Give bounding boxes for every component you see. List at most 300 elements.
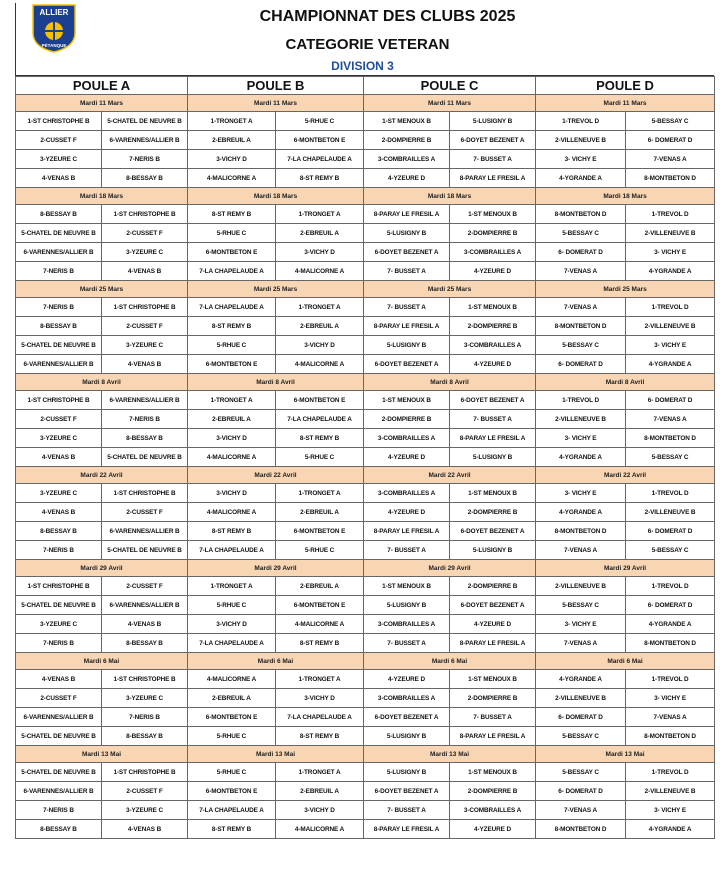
home-team: 3-YZEURE C — [16, 615, 102, 634]
away-team: 6-MONTBETON E — [276, 391, 364, 410]
round-date: Mardi 8 Avril — [188, 374, 364, 391]
away-team: 1-ST MENOUX B — [450, 484, 536, 503]
home-team: 6-DOYET BEZENET A — [364, 708, 450, 727]
round-date-row — [16, 653, 715, 670]
away-team: 5-CHATEL DE NEUVRE B — [102, 541, 188, 560]
away-team: 3-YZEURE C — [102, 336, 188, 355]
home-team: 3-COMBRAILLES A — [364, 689, 450, 708]
match-row — [16, 782, 715, 801]
away-team: 7-VENAS A — [626, 410, 715, 429]
home-team: 5-CHATEL DE NEUVRE B — [16, 224, 102, 243]
home-team: 2-EBREUIL A — [188, 410, 276, 429]
home-team: 4-YZEURE D — [364, 169, 450, 188]
poule-header: POULE D — [536, 77, 715, 95]
away-team: 2-CUSSET F — [102, 317, 188, 336]
away-team: 2-DOMPIERRE B — [450, 224, 536, 243]
round-date-row — [16, 95, 715, 112]
home-team: 6-MONTBETON E — [188, 243, 276, 262]
away-team: 4-MALICORNE A — [276, 262, 364, 281]
match-row — [16, 801, 715, 820]
away-team: 8-PARAY LE FRESIL A — [450, 169, 536, 188]
page-header — [0, 0, 720, 75]
away-team: 4-YGRANDE A — [626, 262, 715, 281]
round-date: Mardi 18 Mars — [364, 188, 536, 205]
away-team: 4-VENAS B — [102, 820, 188, 839]
away-team: 6-MONTBETON E — [276, 596, 364, 615]
round-date: Mardi 25 Mars — [364, 281, 536, 298]
match-row — [16, 391, 715, 410]
away-team: 4-YZEURE D — [450, 615, 536, 634]
home-team: 5-BESSAY C — [536, 763, 626, 782]
home-team: 2-CUSSET F — [16, 689, 102, 708]
away-team: 1-TREVOL D — [626, 484, 715, 503]
home-team: 1-ST MENOUX B — [364, 391, 450, 410]
away-team: 2-EBREUIL A — [276, 224, 364, 243]
match-row — [16, 634, 715, 653]
home-team: 6-DOYET BEZENET A — [364, 782, 450, 801]
home-team: 5-CHATEL DE NEUVRE B — [16, 336, 102, 355]
round-date: Mardi 13 Mai — [188, 746, 364, 763]
away-team: 5-BESSAY C — [626, 112, 715, 131]
round-date: Mardi 13 Mai — [16, 746, 188, 763]
away-team: 2-CUSSET F — [102, 782, 188, 801]
home-team: 3- VICHY E — [536, 615, 626, 634]
away-team: 3- VICHY E — [626, 801, 715, 820]
home-team: 7- BUSSET A — [364, 801, 450, 820]
match-row — [16, 150, 715, 169]
away-team: 6-DOYET BEZENET A — [450, 131, 536, 150]
home-team: 1-TRONGET A — [188, 391, 276, 410]
away-team: 2-EBREUIL A — [276, 503, 364, 522]
away-team: 1-TRONGET A — [276, 484, 364, 503]
round-date: Mardi 8 Avril — [364, 374, 536, 391]
home-team: 4-VENAS B — [16, 503, 102, 522]
away-team: 2-DOMPIERRE B — [450, 577, 536, 596]
poule-header: POULE B — [188, 77, 364, 95]
away-team: 5-CHATEL DE NEUVRE B — [102, 448, 188, 467]
away-team: 7-VENAS A — [626, 150, 715, 169]
match-row — [16, 317, 715, 336]
home-team: 4-VENAS B — [16, 448, 102, 467]
home-team: 1-TREVOL D — [536, 391, 626, 410]
round-date: Mardi 11 Mars — [536, 95, 715, 112]
away-team: 1-ST MENOUX B — [450, 298, 536, 317]
home-team: 5-LUSIGNY B — [364, 336, 450, 355]
round-date: Mardi 29 Avril — [16, 560, 188, 577]
away-team: 1-ST CHRISTOPHE B — [102, 298, 188, 317]
home-team: 3-YZEURE C — [16, 150, 102, 169]
away-team: 7- BUSSET A — [450, 708, 536, 727]
home-team: 3- VICHY E — [536, 429, 626, 448]
round-date: Mardi 18 Mars — [536, 188, 715, 205]
match-row — [16, 224, 715, 243]
match-row — [16, 708, 715, 727]
round-date: Mardi 13 Mai — [536, 746, 715, 763]
match-row — [16, 298, 715, 317]
away-team: 4-YGRANDE A — [626, 615, 715, 634]
away-team: 1-ST CHRISTOPHE B — [102, 763, 188, 782]
home-team: 4-YZEURE D — [364, 670, 450, 689]
home-team: 7-LA CHAPELAUDE A — [188, 634, 276, 653]
away-team: 7-LA CHAPELAUDE A — [276, 150, 364, 169]
away-team: 1-ST CHRISTOPHE B — [102, 670, 188, 689]
away-team: 5-RHUE C — [276, 448, 364, 467]
round-date: Mardi 8 Avril — [536, 374, 715, 391]
home-team: 1-ST MENOUX B — [364, 577, 450, 596]
home-team: 8-PARAY LE FRESIL A — [364, 522, 450, 541]
match-row — [16, 169, 715, 188]
round-date: Mardi 6 Mai — [16, 653, 188, 670]
away-team: 4-YZEURE D — [450, 262, 536, 281]
home-team: 8-ST REMY B — [188, 317, 276, 336]
home-team: 8-BESSAY B — [16, 317, 102, 336]
home-team: 7-NERIS B — [16, 262, 102, 281]
match-row — [16, 522, 715, 541]
home-team: 5-RHUE C — [188, 336, 276, 355]
away-team: 4-VENAS B — [102, 355, 188, 374]
round-date-row — [16, 281, 715, 298]
round-date: Mardi 29 Avril — [536, 560, 715, 577]
home-team: 6- DOMERAT D — [536, 782, 626, 801]
home-team: 7-LA CHAPELAUDE A — [188, 262, 276, 281]
away-team: 8-ST REMY B — [276, 727, 364, 746]
home-team: 5-BESSAY C — [536, 336, 626, 355]
away-team: 4-YZEURE D — [450, 355, 536, 374]
round-date: Mardi 29 Avril — [364, 560, 536, 577]
home-team: 6-VARENNES/ALLIER B — [16, 355, 102, 374]
home-team: 6-MONTBETON E — [188, 355, 276, 374]
round-date: Mardi 8 Avril — [16, 374, 188, 391]
away-team: 8-BESSAY B — [102, 727, 188, 746]
away-team: 2-CUSSET F — [102, 577, 188, 596]
home-team: 8-ST REMY B — [188, 205, 276, 224]
home-team: 5-RHUE C — [188, 727, 276, 746]
home-team: 2-DOMPIERRE B — [364, 131, 450, 150]
away-team: 6-MONTBETON E — [276, 131, 364, 150]
away-team: 1-TREVOL D — [626, 205, 715, 224]
home-team: 2-VILLENEUVE B — [536, 131, 626, 150]
away-team: 1-TREVOL D — [626, 763, 715, 782]
away-team: 8-PARAY LE FRESIL A — [450, 429, 536, 448]
away-team: 2-VILLENEUVE B — [626, 503, 715, 522]
round-date-row — [16, 746, 715, 763]
home-team: 8-MONTBETON D — [536, 522, 626, 541]
away-team: 3-VICHY D — [276, 801, 364, 820]
home-team: 3-YZEURE C — [16, 429, 102, 448]
away-team: 1-TRONGET A — [276, 670, 364, 689]
home-team: 4-YZEURE D — [364, 503, 450, 522]
away-team: 4-MALICORNE A — [276, 355, 364, 374]
away-team: 8-BESSAY B — [102, 634, 188, 653]
home-team: 7- BUSSET A — [364, 541, 450, 560]
away-team: 5-RHUE C — [276, 541, 364, 560]
home-team: 5-CHATEL DE NEUVRE B — [16, 727, 102, 746]
home-team: 8-BESSAY B — [16, 820, 102, 839]
away-team: 4-YGRANDE A — [626, 820, 715, 839]
away-team: 2-DOMPIERRE B — [450, 782, 536, 801]
away-team: 2-CUSSET F — [102, 503, 188, 522]
away-team: 7- BUSSET A — [450, 150, 536, 169]
match-row — [16, 355, 715, 374]
round-date-row — [16, 560, 715, 577]
away-team: 3-YZEURE C — [102, 689, 188, 708]
away-team: 8-PARAY LE FRESIL A — [450, 634, 536, 653]
away-team: 3-VICHY D — [276, 336, 364, 355]
away-team: 6-DOYET BEZENET A — [450, 596, 536, 615]
home-team: 1-TRONGET A — [188, 577, 276, 596]
away-team: 4-VENAS B — [102, 262, 188, 281]
home-team: 4-MALICORNE A — [188, 670, 276, 689]
round-date: Mardi 11 Mars — [16, 95, 188, 112]
away-team: 1-TRONGET A — [276, 763, 364, 782]
away-team: 1-ST CHRISTOPHE B — [102, 484, 188, 503]
away-team: 1-ST MENOUX B — [450, 205, 536, 224]
away-team: 6- DOMERAT D — [626, 596, 715, 615]
home-team: 6-VARENNES/ALLIER B — [16, 708, 102, 727]
away-team: 5-LUSIGNY B — [450, 541, 536, 560]
home-team: 3-COMBRAILLES A — [364, 429, 450, 448]
away-team: 8-BESSAY B — [102, 169, 188, 188]
home-team: 3-VICHY D — [188, 615, 276, 634]
away-team: 6-VARENNES/ALLIER B — [102, 391, 188, 410]
away-team: 3-YZEURE C — [102, 801, 188, 820]
match-row — [16, 243, 715, 262]
home-team: 3- VICHY E — [536, 150, 626, 169]
home-team: 1-ST MENOUX B — [364, 112, 450, 131]
away-team: 6-VARENNES/ALLIER B — [102, 596, 188, 615]
match-row — [16, 615, 715, 634]
away-team: 1-TRONGET A — [276, 205, 364, 224]
match-row — [16, 484, 715, 503]
home-team: 6-VARENNES/ALLIER B — [16, 782, 102, 801]
away-team: 8-MONTBETON D — [626, 169, 715, 188]
home-team: 4-MALICORNE A — [188, 169, 276, 188]
home-team: 4-YGRANDE A — [536, 670, 626, 689]
away-team: 3- VICHY E — [626, 336, 715, 355]
home-team: 7-VENAS A — [536, 801, 626, 820]
round-date: Mardi 11 Mars — [364, 95, 536, 112]
home-team: 5-CHATEL DE NEUVRE B — [16, 596, 102, 615]
home-team: 5-CHATEL DE NEUVRE B — [16, 763, 102, 782]
away-team: 3- VICHY E — [626, 689, 715, 708]
away-team: 2-EBREUIL A — [276, 782, 364, 801]
round-date: Mardi 11 Mars — [188, 95, 364, 112]
home-team: 5-LUSIGNY B — [364, 224, 450, 243]
away-team: 6- DOMERAT D — [626, 391, 715, 410]
round-date: Mardi 18 Mars — [16, 188, 188, 205]
home-team: 4-YGRANDE A — [536, 448, 626, 467]
home-team: 6-DOYET BEZENET A — [364, 243, 450, 262]
round-date: Mardi 29 Avril — [188, 560, 364, 577]
match-row — [16, 541, 715, 560]
round-date: Mardi 22 Avril — [536, 467, 715, 484]
home-team: 3-COMBRAILLES A — [364, 615, 450, 634]
away-team: 5-BESSAY C — [626, 448, 715, 467]
away-team: 5-CHATEL DE NEUVRE B — [102, 112, 188, 131]
home-team: 4-YZEURE D — [364, 448, 450, 467]
match-row — [16, 503, 715, 522]
home-team: 6- DOMERAT D — [536, 355, 626, 374]
away-team: 8-MONTBETON D — [626, 727, 715, 746]
logo-subtext: PÉTANQUE — [41, 43, 67, 48]
match-row — [16, 596, 715, 615]
home-team: 1-ST CHRISTOPHE B — [16, 577, 102, 596]
home-team: 7-NERIS B — [16, 298, 102, 317]
away-team: 6- DOMERAT D — [626, 522, 715, 541]
away-team: 1-TRONGET A — [276, 298, 364, 317]
category-title: CATEGORIE VETERAN — [285, 36, 450, 53]
away-team: 3-VICHY D — [276, 689, 364, 708]
home-team: 4-VENAS B — [16, 670, 102, 689]
home-team: 8-BESSAY B — [16, 522, 102, 541]
match-row — [16, 336, 715, 355]
away-team: 3- VICHY E — [626, 243, 715, 262]
away-team: 7-NERIS B — [102, 708, 188, 727]
home-team: 8-PARAY LE FRESIL A — [364, 317, 450, 336]
home-team: 7-LA CHAPELAUDE A — [188, 801, 276, 820]
round-date: Mardi 13 Mai — [364, 746, 536, 763]
match-row — [16, 205, 715, 224]
match-row — [16, 727, 715, 746]
home-team: 5-RHUE C — [188, 596, 276, 615]
away-team: 3-VICHY D — [276, 243, 364, 262]
home-team: 1-ST CHRISTOPHE B — [16, 391, 102, 410]
home-team: 1-TRONGET A — [188, 112, 276, 131]
match-row — [16, 410, 715, 429]
away-team: 8-ST REMY B — [276, 169, 364, 188]
away-team: 7-VENAS A — [626, 708, 715, 727]
away-team: 1-ST CHRISTOPHE B — [102, 205, 188, 224]
round-date: Mardi 22 Avril — [364, 467, 536, 484]
home-team: 5-LUSIGNY B — [364, 596, 450, 615]
home-team: 4-YGRANDE A — [536, 169, 626, 188]
home-team: 4-MALICORNE A — [188, 448, 276, 467]
away-team: 5-LUSIGNY B — [450, 112, 536, 131]
round-date-row — [16, 467, 715, 484]
away-team: 5-BESSAY C — [626, 541, 715, 560]
match-row — [16, 670, 715, 689]
match-row — [16, 429, 715, 448]
away-team: 6-DOYET BEZENET A — [450, 522, 536, 541]
away-team: 2-VILLENEUVE B — [626, 224, 715, 243]
away-team: 7-LA CHAPELAUDE A — [276, 708, 364, 727]
home-team: 8-PARAY LE FRESIL A — [364, 205, 450, 224]
home-team: 6-MONTBETON E — [188, 708, 276, 727]
away-team: 6-VARENNES/ALLIER B — [102, 522, 188, 541]
home-team: 3-YZEURE C — [16, 484, 102, 503]
round-date: Mardi 6 Mai — [188, 653, 364, 670]
away-team: 3-COMBRAILLES A — [450, 336, 536, 355]
home-team: 8-ST REMY B — [188, 820, 276, 839]
away-team: 4-MALICORNE A — [276, 820, 364, 839]
away-team: 1-ST MENOUX B — [450, 670, 536, 689]
match-row — [16, 820, 715, 839]
home-team: 1-TREVOL D — [536, 112, 626, 131]
schedule-table — [15, 76, 715, 839]
home-team: 5-LUSIGNY B — [364, 763, 450, 782]
home-team: 6- DOMERAT D — [536, 243, 626, 262]
home-team: 4-YGRANDE A — [536, 503, 626, 522]
match-row — [16, 262, 715, 281]
poule-header-row — [16, 77, 715, 95]
home-team: 2-EBREUIL A — [188, 131, 276, 150]
home-team: 6-MONTBETON E — [188, 782, 276, 801]
round-date: Mardi 22 Avril — [188, 467, 364, 484]
away-team: 6-VARENNES/ALLIER B — [102, 131, 188, 150]
round-date: Mardi 25 Mars — [16, 281, 188, 298]
round-date: Mardi 25 Mars — [188, 281, 364, 298]
away-team: 8-MONTBETON D — [626, 634, 715, 653]
home-team: 3-COMBRAILLES A — [364, 150, 450, 169]
away-team: 3-COMBRAILLES A — [450, 243, 536, 262]
round-date: Mardi 22 Avril — [16, 467, 188, 484]
home-team: 2-CUSSET F — [16, 131, 102, 150]
away-team: 1-TREVOL D — [626, 577, 715, 596]
home-team: 7- BUSSET A — [364, 262, 450, 281]
away-team: 2-VILLENEUVE B — [626, 317, 715, 336]
home-team: 7- BUSSET A — [364, 298, 450, 317]
away-team: 2-DOMPIERRE B — [450, 689, 536, 708]
home-team: 7-NERIS B — [16, 541, 102, 560]
match-row — [16, 577, 715, 596]
away-team: 6- DOMERAT D — [626, 131, 715, 150]
round-date-row — [16, 188, 715, 205]
away-team: 2-DOMPIERRE B — [450, 503, 536, 522]
logo-text: ALLIER — [39, 8, 69, 17]
home-team: 7-VENAS A — [536, 541, 626, 560]
home-team: 3-VICHY D — [188, 429, 276, 448]
home-team: 7-LA CHAPELAUDE A — [188, 298, 276, 317]
home-team: 7-LA CHAPELAUDE A — [188, 541, 276, 560]
away-team: 1-ST MENOUX B — [450, 763, 536, 782]
round-date-row — [16, 374, 715, 391]
match-row — [16, 131, 715, 150]
home-team: 5-BESSAY C — [536, 727, 626, 746]
home-team: 5-RHUE C — [188, 763, 276, 782]
home-team: 8-MONTBETON D — [536, 205, 626, 224]
home-team: 8-MONTBETON D — [536, 317, 626, 336]
away-team: 8-ST REMY B — [276, 634, 364, 653]
home-team: 8-BESSAY B — [16, 205, 102, 224]
away-team: 5-LUSIGNY B — [450, 448, 536, 467]
match-row — [16, 763, 715, 782]
match-row — [16, 448, 715, 467]
home-team: 3-VICHY D — [188, 150, 276, 169]
home-team: 6-DOYET BEZENET A — [364, 355, 450, 374]
away-team: 2-EBREUIL A — [276, 317, 364, 336]
away-team: 7-NERIS B — [102, 150, 188, 169]
home-team: 5-LUSIGNY B — [364, 727, 450, 746]
round-date: Mardi 6 Mai — [364, 653, 536, 670]
home-team: 2-CUSSET F — [16, 410, 102, 429]
home-team: 2-VILLENEUVE B — [536, 577, 626, 596]
home-team: 6-VARENNES/ALLIER B — [16, 243, 102, 262]
page-title: CHAMPIONNAT DES CLUBS 2025 — [259, 8, 516, 25]
away-team: 1-TREVOL D — [626, 670, 715, 689]
away-team: 4-MALICORNE A — [276, 615, 364, 634]
away-team: 6-MONTBETON E — [276, 522, 364, 541]
home-team: 8-MONTBETON D — [536, 820, 626, 839]
away-team: 5-RHUE C — [276, 112, 364, 131]
away-team: 8-MONTBETON D — [626, 429, 715, 448]
match-row — [16, 112, 715, 131]
home-team: 6- DOMERAT D — [536, 708, 626, 727]
home-team: 8-PARAY LE FRESIL A — [364, 820, 450, 839]
home-team: 8-ST REMY B — [188, 522, 276, 541]
round-date: Mardi 18 Mars — [188, 188, 364, 205]
home-team: 1-ST CHRISTOPHE B — [16, 112, 102, 131]
away-team: 2-EBREUIL A — [276, 577, 364, 596]
